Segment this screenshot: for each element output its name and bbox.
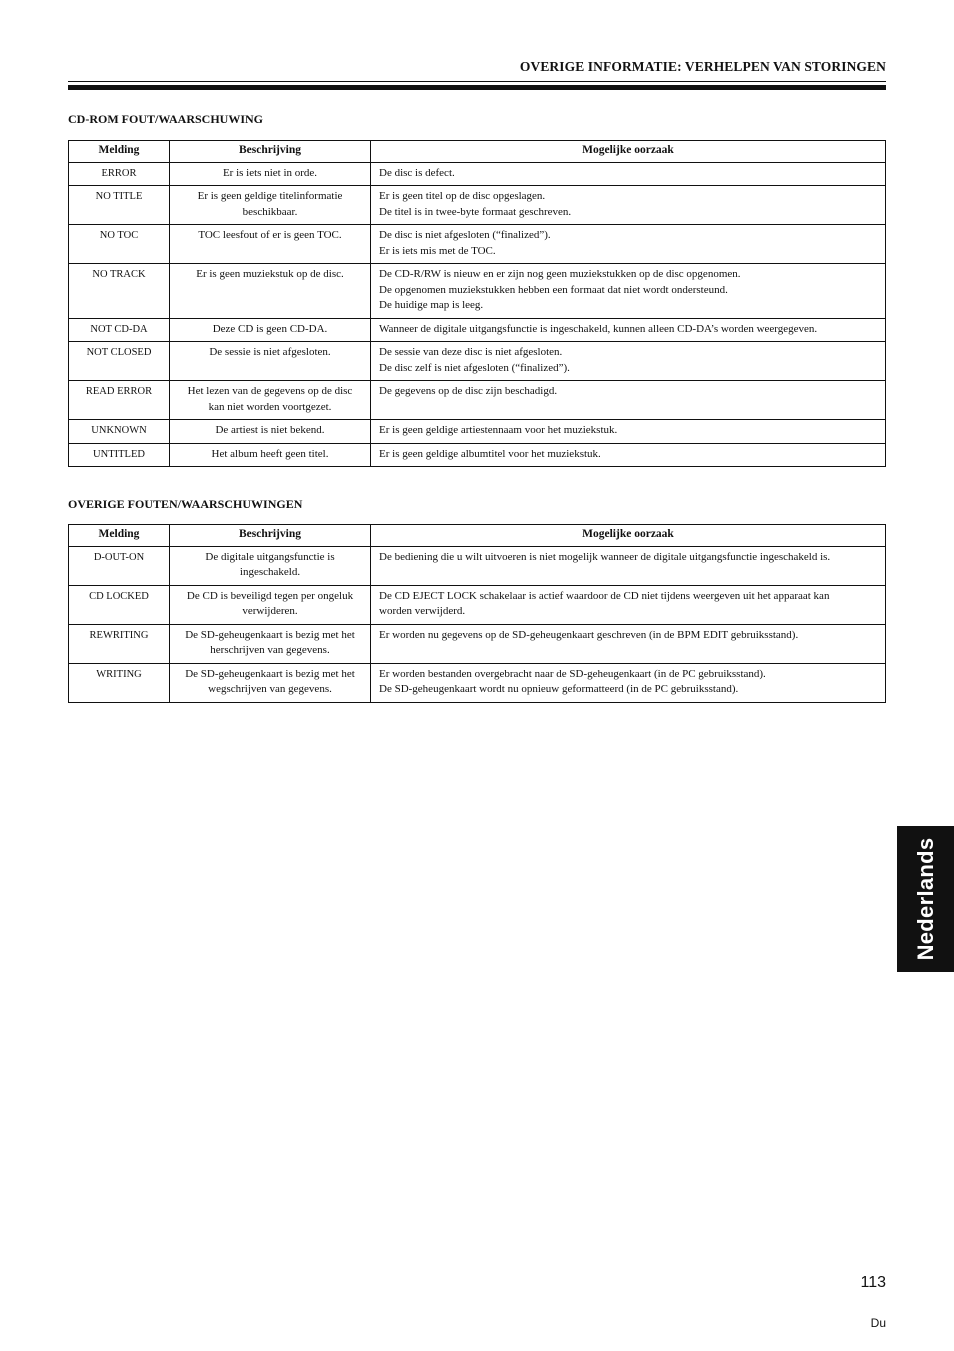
table-row bbox=[69, 318, 886, 342]
cell-melding: NOT CD-DA bbox=[69, 318, 170, 342]
cell-oorzaak bbox=[371, 624, 886, 663]
cell-melding: ERROR bbox=[69, 162, 170, 186]
cell-melding: D-OUT-ON bbox=[69, 546, 170, 585]
cell-beschrijving-line: Er is geen muziekstuk op de disc. bbox=[196, 268, 344, 280]
header-rule-thick bbox=[68, 85, 886, 90]
cell-beschrijving-line: verwijderen. bbox=[242, 605, 298, 617]
cell-beschrijving bbox=[170, 264, 371, 319]
table-row bbox=[69, 264, 886, 319]
table-row bbox=[69, 162, 886, 186]
page-header-title: OVERIGE INFORMATIE: VERHELPEN VAN STORINGEN bbox=[519, 59, 886, 74]
cell-oorzaak-line: Wanneer de digitale uitgangsfunctie is ingeschakeld, kunnen alleen CD-DA’s worden weergegeven. bbox=[379, 322, 818, 335]
section-title-cdrom: CD-ROM FOUT/WAARSCHUWING bbox=[68, 112, 263, 126]
cell-beschrijving bbox=[170, 624, 371, 663]
table-row bbox=[69, 624, 886, 663]
page-number: 113 bbox=[860, 1274, 886, 1291]
cell-melding: NO TITLE bbox=[69, 186, 170, 225]
cell-beschrijving-line: ingeschakeld. bbox=[239, 566, 301, 578]
cell-beschrijving bbox=[170, 663, 371, 702]
table-header-row bbox=[69, 525, 886, 547]
cell-oorzaak bbox=[371, 443, 886, 467]
cell-oorzaak bbox=[371, 546, 886, 585]
cell-beschrijving bbox=[170, 342, 371, 381]
cell-oorzaak-line: De opgenomen muziekstukken hebben een formaat dat niet wordt ondersteund. bbox=[379, 283, 728, 296]
table-row bbox=[69, 585, 886, 624]
cell-melding: UNKNOWN bbox=[69, 420, 170, 444]
cell-beschrijving-line: Het lezen van de gegevens op de disc bbox=[187, 385, 353, 397]
other-error-rows bbox=[69, 546, 886, 702]
cdrom-error-table bbox=[68, 140, 886, 467]
cell-oorzaak-line: De disc is defect. bbox=[379, 166, 455, 179]
language-tab-label: Nederlands bbox=[912, 837, 938, 961]
cell-melding: NO TRACK bbox=[69, 264, 170, 319]
cell-beschrijving bbox=[170, 318, 371, 342]
table-row bbox=[69, 420, 886, 444]
cell-melding: NOT CLOSED bbox=[69, 342, 170, 381]
cell-melding: CD LOCKED bbox=[69, 585, 170, 624]
cell-beschrijving bbox=[170, 381, 371, 420]
cell-melding: READ ERROR bbox=[69, 381, 170, 420]
cell-beschrijving bbox=[170, 162, 371, 186]
cell-beschrijving-line: Er is geen geldige titelinformatie bbox=[197, 190, 343, 202]
column-header-beschrijving: Beschrijving bbox=[170, 525, 371, 547]
cell-beschrijving-line: De digitale uitgangsfunctie is bbox=[205, 550, 335, 563]
table-row bbox=[69, 186, 886, 225]
cell-beschrijving-line: kan niet worden voortgezet. bbox=[208, 400, 332, 413]
cell-oorzaak-line: Er is geen geldige albumtitel voor het muziekstuk. bbox=[379, 447, 601, 460]
cell-oorzaak-line: De titel is in twee-byte formaat geschreven. bbox=[379, 205, 572, 218]
language-side-tab bbox=[897, 826, 954, 972]
cell-oorzaak-line: Er is iets mis met de TOC. bbox=[379, 244, 496, 257]
table-row bbox=[69, 663, 886, 702]
column-header-melding: Melding bbox=[69, 525, 170, 547]
cell-oorzaak-line: De SD-geheugenkaart wordt nu opnieuw geformatteerd (in de PC gebruiksstand). bbox=[379, 683, 739, 695]
header-rule-thin bbox=[68, 81, 886, 82]
cell-oorzaak-line: worden verwijderd. bbox=[379, 605, 466, 617]
cell-oorzaak-line: Er worden nu gegevens op de SD-geheugenkaart geschreven (in de BPM EDIT gebruiksstand). bbox=[379, 628, 799, 641]
cell-oorzaak-line: Er worden bestanden overgebracht naar de SD-geheugenkaart (in de PC gebruiksstand). bbox=[379, 667, 766, 680]
cell-beschrijving bbox=[170, 225, 371, 264]
column-header-melding: Melding bbox=[69, 141, 170, 163]
cell-beschrijving-line: Het album heeft geen titel. bbox=[211, 447, 329, 460]
cell-oorzaak-line: De CD EJECT LOCK schakelaar is actief waardoor de CD niet tijdens weergeven uit het apparaat kan bbox=[379, 589, 830, 602]
cell-beschrijving-line: Er is iets niet in orde. bbox=[222, 166, 318, 179]
cell-oorzaak bbox=[371, 186, 886, 225]
cell-melding: WRITING bbox=[69, 663, 170, 702]
cdrom-error-rows bbox=[69, 162, 886, 467]
cell-beschrijving-line: De SD-geheugenkaart is bezig met het bbox=[185, 667, 355, 680]
cell-oorzaak-line: De bediening die u wilt uitvoeren is niet mogelijk wanneer de digitale uitgangsfunctie ingeschakeld is. bbox=[379, 550, 831, 563]
cell-beschrijving bbox=[170, 186, 371, 225]
column-header-oorzaak: Mogelijke oorzaak bbox=[371, 525, 886, 547]
cell-oorzaak-line: De huidige map is leeg. bbox=[379, 299, 484, 311]
cell-beschrijving bbox=[170, 420, 371, 444]
cell-oorzaak-line: Er is geen titel op de disc opgeslagen. bbox=[379, 190, 546, 202]
cell-beschrijving bbox=[170, 443, 371, 467]
cell-beschrijving bbox=[170, 585, 371, 624]
cell-beschrijving-line: De SD-geheugenkaart is bezig met het bbox=[185, 628, 355, 641]
cell-oorzaak-line: De gegevens op de disc zijn beschadigd. bbox=[379, 385, 558, 397]
cell-oorzaak bbox=[371, 420, 886, 444]
cell-oorzaak bbox=[371, 381, 886, 420]
cell-beschrijving-line: beschikbaar. bbox=[242, 205, 298, 218]
page-language-code: Du bbox=[870, 1316, 886, 1330]
cell-oorzaak-line: De sessie van deze disc is niet afgesloten. bbox=[379, 346, 563, 358]
table-header-row bbox=[69, 141, 886, 163]
cell-beschrijving-line: De CD is beveiligd tegen per ongeluk bbox=[186, 589, 354, 602]
cell-oorzaak bbox=[371, 318, 886, 342]
table-row bbox=[69, 381, 886, 420]
table-row bbox=[69, 225, 886, 264]
cell-beschrijving bbox=[170, 546, 371, 585]
cell-oorzaak bbox=[371, 225, 886, 264]
cell-melding: UNTITLED bbox=[69, 443, 170, 467]
table-row bbox=[69, 443, 886, 467]
other-error-table bbox=[68, 524, 886, 703]
cell-oorzaak bbox=[371, 585, 886, 624]
cell-beschrijving-line: wegschrijven van gegevens. bbox=[208, 683, 332, 695]
cell-beschrijving-line: De sessie is niet afgesloten. bbox=[209, 346, 331, 358]
cell-oorzaak bbox=[371, 663, 886, 702]
cell-melding: NO TOC bbox=[69, 225, 170, 264]
column-header-oorzaak: Mogelijke oorzaak bbox=[371, 141, 886, 163]
cell-oorzaak-line: De disc is niet afgesloten (“finalized”). bbox=[379, 229, 551, 241]
cell-oorzaak-line: De disc zelf is niet afgesloten (“finalized”). bbox=[379, 361, 570, 374]
cell-beschrijving-line: herschrijven van gegevens. bbox=[210, 644, 330, 656]
cell-beschrijving-line: TOC leesfout of er is geen TOC. bbox=[198, 229, 342, 241]
cell-beschrijving-line: Deze CD is geen CD-DA. bbox=[212, 322, 328, 335]
table-row bbox=[69, 546, 886, 585]
cell-melding: REWRITING bbox=[69, 624, 170, 663]
cell-oorzaak bbox=[371, 264, 886, 319]
cell-beschrijving-line: De artiest is niet bekend. bbox=[215, 424, 325, 436]
section-title-other: OVERIGE FOUTEN/WAARSCHUWINGEN bbox=[68, 497, 303, 511]
cell-oorzaak bbox=[371, 342, 886, 381]
cell-oorzaak-line: Er is geen geldige artiestennaam voor het muziekstuk. bbox=[379, 424, 618, 436]
cell-oorzaak bbox=[371, 162, 886, 186]
cell-oorzaak-line: De CD-R/RW is nieuw en er zijn nog geen muziekstukken op de disc opgenomen. bbox=[379, 268, 741, 280]
table-row bbox=[69, 342, 886, 381]
column-header-beschrijving: Beschrijving bbox=[170, 141, 371, 163]
